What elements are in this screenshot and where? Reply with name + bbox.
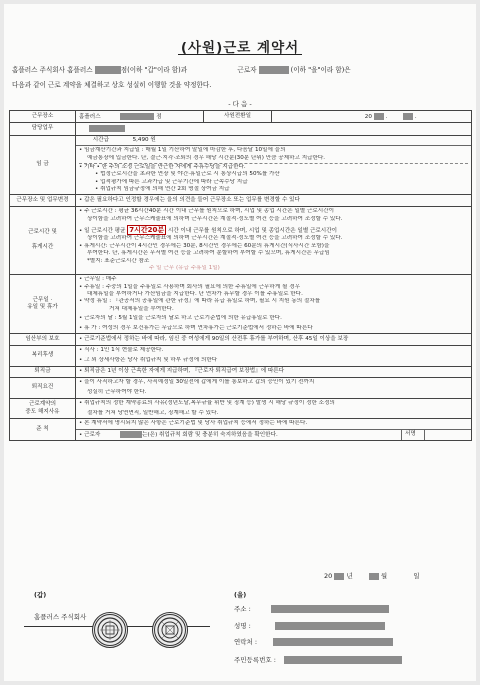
wage-line-4: • 법정근로시간을 초과한 연장 및 야간·휴일근로 시 통상시급의 50%를 가산 <box>95 171 280 178</box>
misc-line-2b: 는(은) 취업규칙 회람 및 충분히 숙지하였음을 확인한다. <box>142 431 278 438</box>
resign-label: 퇴직요건 <box>10 377 76 398</box>
terminate-label-1: 근로계약의 <box>28 401 57 408</box>
row-holiday <box>10 274 472 334</box>
redacted-phone <box>273 638 393 646</box>
redacted-name <box>275 622 385 630</box>
holiday-label-1: 근무일 · <box>32 296 53 303</box>
name-label: 성명 : <box>234 622 251 630</box>
intro-eul: (이하 "을"이라 함)은 <box>290 66 351 74</box>
welfare-line-2: • 그 외 상세사항은 당사 취업규칙 및 하부 규정에 의한다 <box>79 356 218 363</box>
holiday-line-4: • 약정 휴일 : 『관공서의 공휴일에 관한 규정』에 따라 유급 휴일로 하며, 필요 시 지원 동의 절차를 <box>79 298 321 305</box>
row-place-change <box>10 195 472 206</box>
row-wage <box>10 135 472 195</box>
store-suffix: 점 <box>156 113 162 120</box>
intro-line-1 <box>12 64 351 74</box>
duty-cell <box>76 123 472 135</box>
sign-box <box>424 430 471 440</box>
date-month-char: 월 <box>380 572 388 580</box>
date-day-char: 일 <box>413 572 420 580</box>
redacted-worker-name <box>259 66 289 74</box>
intro-worker: 근로자 <box>237 66 257 74</box>
terminate-label <box>10 398 76 419</box>
row-retire-pay <box>10 366 472 377</box>
retire-pay-text: • 퇴직금은 1년 이상 근속한 자에게 지급하며, 『근로자 퇴직급여 보장법』에 따른다 <box>76 366 472 377</box>
watermark-text: 주 일 근무 (유급 주휴일 1일) <box>149 264 220 271</box>
maternity-text: • 근로기준법에서 정하는 바에 따라, 임신 중 여성에게 90일의 산전후 휴가를 부여하며, 산후 45일 이상을 보장 <box>76 334 472 345</box>
holiday-label <box>10 274 76 334</box>
intro-line-2: 다음과 같이 근로 계약을 체결하고 상호 성실히 이행할 것을 약정한다. <box>12 81 212 89</box>
holiday-line-1: • 근무일 : 매주 <box>79 276 117 283</box>
hours-line-1: • 주 근로시간 : 평균 36시간40분 시간 이내 근무를 원칙으로 하며, 시업 및 종업 시간은 일별 근로시간이 <box>79 208 334 215</box>
row-workplace <box>10 111 472 123</box>
row-hours <box>10 206 472 274</box>
hourly-value: 5,490 <box>132 136 149 143</box>
holiday-line-6: • 근로자의 날 : 5월 1일을 근로자의 날로 하고 근로기준법에 의한 유급휴일로 한다. <box>79 315 282 322</box>
date-dot-2: . <box>414 113 417 120</box>
date-year-prefix: 20 <box>324 572 333 580</box>
redacted-store-name <box>120 113 154 120</box>
contract-date <box>324 571 420 580</box>
date-dot-1: . <box>385 113 388 120</box>
rrn-label: 주민등록번호 : <box>234 656 276 664</box>
hours-line-5: • 휴게시간: 근무시간이 4시간인 경우에는 30분, 8시간인 경우에는 60분의 휴게시간(식사시간 포함)을 <box>79 242 330 249</box>
redacted-misc-name <box>120 431 142 438</box>
party-a-company: 홈플러스 주식회사 <box>34 613 87 621</box>
row-duty <box>10 123 472 135</box>
company-seal-1 <box>92 612 128 648</box>
hours-line-6: 부여한다. 단, 휴게시간은 무서별 여건 등을 고려하여 분할하여 부여할 수 있으며, 휴게시간은 무급임 <box>87 250 330 257</box>
hours-line-3 <box>79 225 468 235</box>
phone-label: 연락처 : <box>234 638 258 646</box>
row-welfare <box>10 345 472 366</box>
row-resign <box>10 377 472 398</box>
document-title: (사원)근로 계약서 <box>180 40 300 56</box>
place-change-text: • 갑은 필요하다고 인정할 경우에는 을의 의견을 들어 근무장소 또는 업무를 변경할 수 있다 <box>76 195 472 206</box>
party-b-name <box>234 621 385 630</box>
misc-label: 준 칙 <box>10 419 76 441</box>
wage-line-3: • 기타 • 한 주의 소정 근로일을 만근한 자에게 주휴수당을 지급한다. <box>79 163 246 170</box>
hours-label-2: 휴게시간 <box>31 243 54 250</box>
intro-company: 홈플러스 주식회사 홈플러스 <box>12 66 93 74</box>
holiday-line-3: 대체휴일을 부여하거나 가산임금을 지급한다. 단 연차가 휴무할 경우 이를 주휴일로 한다. <box>87 291 303 297</box>
welfare-line-1: • 식사 : 1인 1식 현물로 제공한다. <box>79 347 164 354</box>
start-date-cell <box>272 111 472 123</box>
redacted-year <box>374 113 384 120</box>
wage-cell <box>76 135 472 195</box>
contract-table <box>9 110 472 441</box>
party-b-label: (을) <box>234 591 247 599</box>
title-underline <box>178 54 302 55</box>
redacted-date-year <box>334 573 344 580</box>
start-year: 20 <box>364 113 372 120</box>
terminate-cell <box>76 398 472 419</box>
daily-hours-highlight: 7시간20분 <box>129 226 165 234</box>
party-b-rrn <box>234 655 402 664</box>
redacted-store <box>95 66 121 74</box>
holiday-line-7: • 휴 가 : 여성의 경우 보건휴가는 무급으로 하며 연차휴가는 근로기준법에서 정하는 바에 따른다 <box>79 324 313 331</box>
misc-cell <box>76 419 472 441</box>
welfare-cell <box>76 345 472 366</box>
hours-line-4: 상이함을 고려하여 근무스케줄표에 의하며 근무시간은 계절적·정도별 여건 등을 고려하여 조정할 수 있다. <box>87 235 343 242</box>
intro-gap: 점(이하 "갑"이라 함)과 <box>120 66 188 74</box>
misc-line-2a: • 근로자 <box>79 431 101 438</box>
row-terminate <box>10 398 472 419</box>
misc-line-2 <box>76 430 401 440</box>
hours-line-3a: • 일 근로시간 평균 <box>79 228 126 234</box>
place-change-label: 근무장소 및 업무변경 <box>10 195 76 206</box>
row-maternity <box>10 334 472 345</box>
hours-line-2: 상이함을 고려하여 근무스케줄표에 의하며 근무시간은 계절적·정도별 여건 등을 고려하여 조정할 수 있다. <box>87 215 343 222</box>
holiday-cell <box>76 274 472 334</box>
hours-label-1: 근로시간 및 <box>28 229 57 236</box>
hours-cell <box>76 206 472 274</box>
start-date-label: 사원전환일 <box>204 111 272 123</box>
resign-line-2: 성실히 근무하여야 한다. <box>87 388 147 395</box>
party-b-address <box>234 604 389 613</box>
wage-line-1: • 임금계산기간과 지급일 : 매월 1일 기산하여 말일에 마감한 후, 다음달 10일에 을의 <box>79 147 286 154</box>
redacted-month <box>403 113 413 120</box>
workplace-label: 근무장소 <box>10 111 76 123</box>
hourly-unit: 원 <box>150 136 156 143</box>
wage-line-5: • 업적평가에 따른 고과가급 및 근무기간에 따라 근속수당 지급 <box>95 178 248 185</box>
duty-label: 담당업무 <box>10 123 76 135</box>
holiday-line-5: 거쳐 대체휴일을 부여한다. <box>109 305 174 312</box>
wage-hourly-row <box>76 136 471 145</box>
workplace-cell <box>76 111 204 123</box>
redacted-duty <box>89 125 125 132</box>
hours-label <box>10 206 76 274</box>
resign-cell <box>76 377 472 398</box>
wage-line-6: • 취업규칙 임금규정에 의해 연간 2회 명절 상여금 지급 <box>95 186 230 192</box>
holiday-label-2: 유일 및 휴가 <box>27 304 58 311</box>
date-year-char: 년 <box>346 572 353 580</box>
redacted-address <box>271 605 389 613</box>
intro-center: - 다 음 - <box>228 100 252 108</box>
maternity-label: 임산부의 보호 <box>10 334 76 345</box>
sign-label: 서명 <box>401 430 424 440</box>
retire-pay-label: 퇴직금 <box>10 366 76 377</box>
company-seal-2 <box>152 612 188 648</box>
hours-line-3b: 시간 이내 근무를 원칙으로 하며, 시업 및 종업시간은 일별 근로시간이 <box>167 228 338 234</box>
welfare-label: 복리후생 <box>10 345 76 366</box>
redacted-rrn <box>284 656 402 664</box>
workplace-value: 홈플러스 <box>79 113 101 120</box>
wage-label: 임 금 <box>10 135 76 195</box>
hourly-label: 시간급 <box>92 136 109 143</box>
terminate-line-2: 절차를 거쳐 당연면직, 일반해고, 징계해고 할 수 있다. <box>87 409 219 416</box>
hours-line-7: *별지: 표준근로시간 참조 <box>87 257 150 264</box>
holiday-line-2: • 주휴일 : 주중의 1일을 주휴일로 사용하며 회사의 필요에 의한 주휴일에 근무하게 될 경우 <box>79 283 300 290</box>
wage-line-2: 예금통장에 입금한다. 단, 결근·지각·조퇴의 경우 해당 시간분(30분 단위) 만큼 공제하고 지급한다. <box>87 154 326 161</box>
address-label: 주소 : <box>234 605 251 613</box>
party-a-label: (갑) <box>34 591 47 599</box>
party-b-phone <box>234 637 393 646</box>
terminate-line-1: • 취업규칙의 정한 계약종료의 사유(정년도달,복무규율 위반 및 징계 등) 발생 시 해당 규정이 정한 소정의 <box>79 400 335 407</box>
row-misc <box>10 419 472 441</box>
redacted-date-month <box>369 573 379 580</box>
misc-line-1: • 본 계약서에 명시되지 않은 사항은 근로기준법 및 당사 취업규칙 등에서 정하는 바에 따른다. <box>79 420 308 427</box>
terminate-label-2: 중도 해지사유 <box>25 408 60 415</box>
resign-line-1: • 을이 사직하고자 할 경우, 사직예정일 30일전에 갑에게 이를 통보하고 갑의 승인이 있기 전까지 <box>79 379 315 386</box>
